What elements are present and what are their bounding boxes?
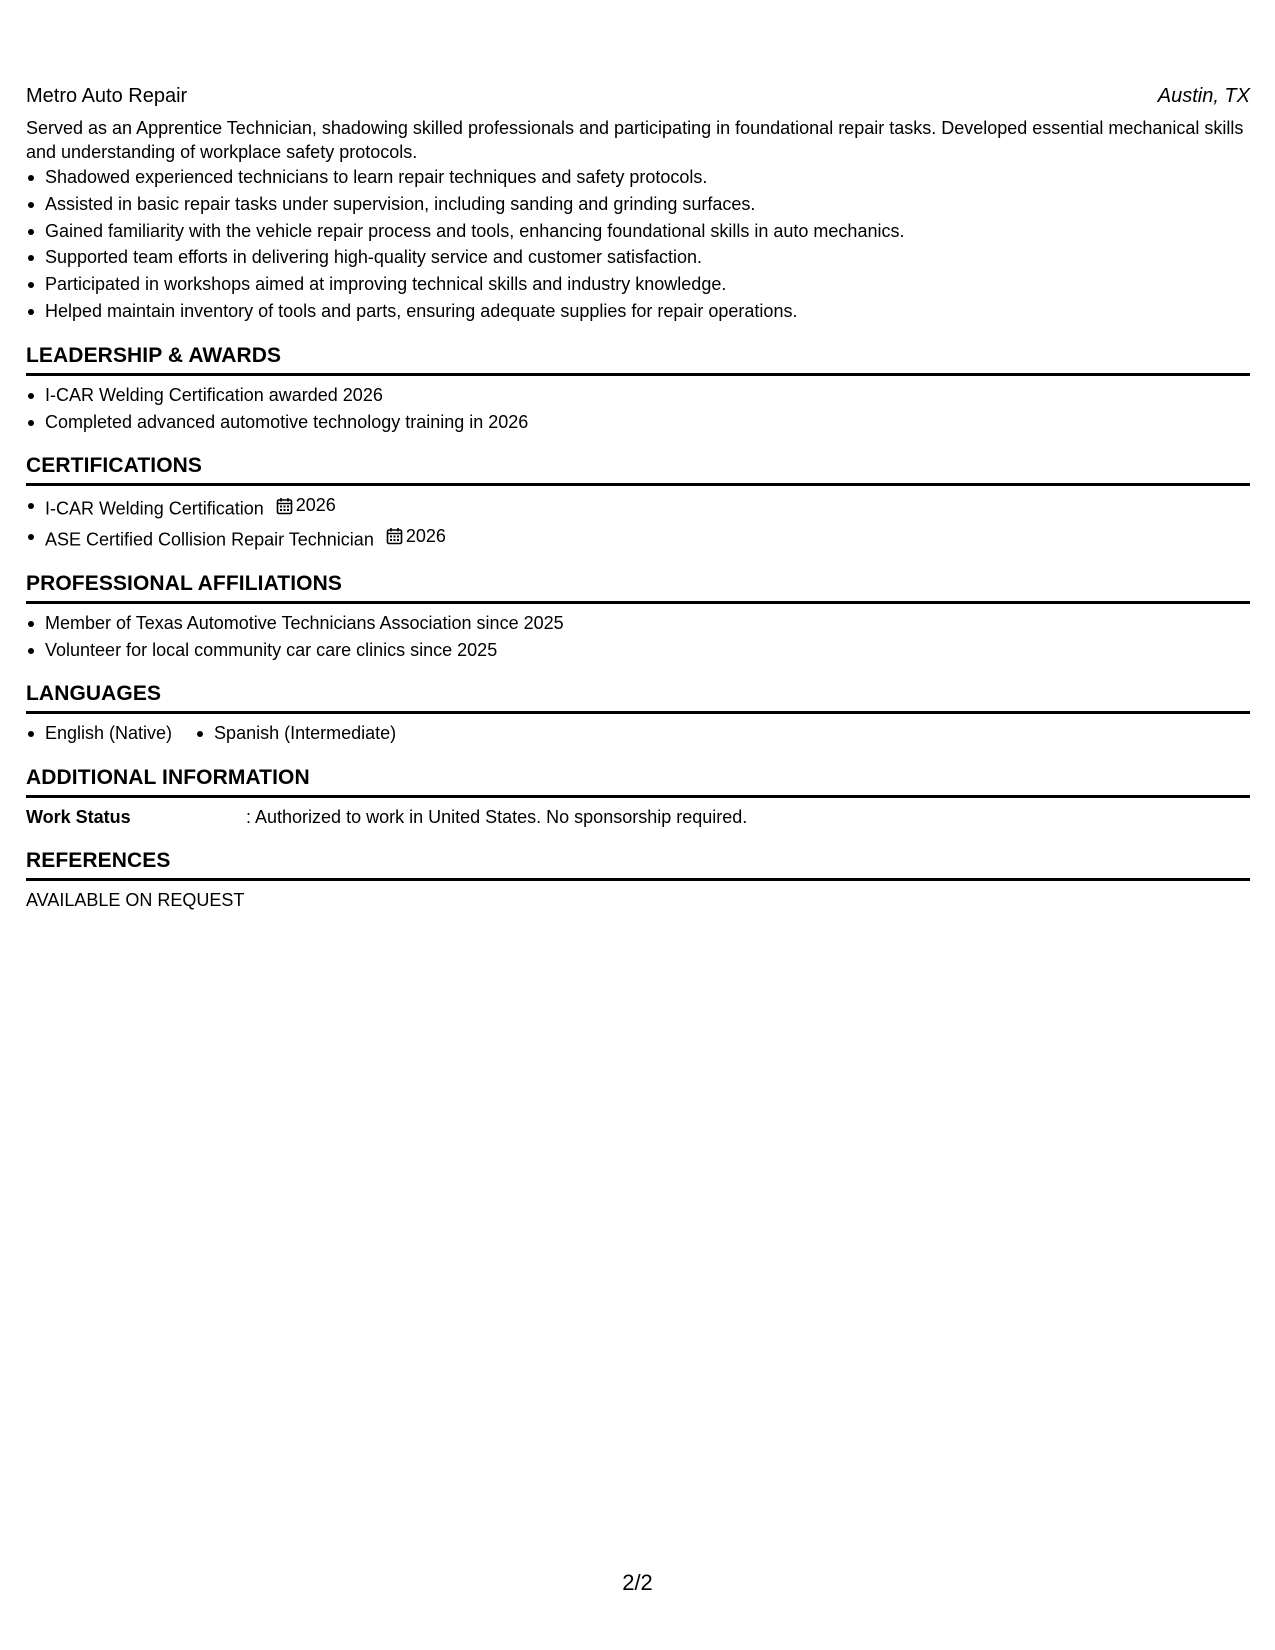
certification-date-group bbox=[386, 523, 446, 550]
certification-name: ASE Certified Collision Repair Technician bbox=[45, 528, 374, 549]
certification-item bbox=[45, 523, 1250, 553]
job-location: Austin, TX bbox=[1157, 85, 1250, 107]
page-number: 2/2 bbox=[622, 1570, 653, 1595]
job-summary: Served as an Apprentice Technician, shadowing skilled professionals and participating in foundational repair tasks. Developed essential mechanical skills and understanding of workplace safety protocols. bbox=[26, 118, 1244, 162]
calendar-icon bbox=[276, 497, 293, 515]
additional-section bbox=[26, 765, 1250, 830]
affiliations-section bbox=[26, 571, 1250, 664]
job-bullet: Helped maintain inventory of tools and parts, ensuring adequate supplies for repair operations. bbox=[45, 298, 1250, 325]
job-bullet: Participated in workshops aimed at improving technical skills and industry knowledge. bbox=[45, 271, 1250, 298]
job-header bbox=[26, 84, 1250, 108]
leadership-section bbox=[26, 343, 1250, 436]
certification-date: 2026 bbox=[295, 495, 336, 516]
affiliation-item: Volunteer for local community car care clinics since 2025 bbox=[45, 637, 1250, 664]
additional-title: ADDITIONAL INFORMATION bbox=[26, 765, 1250, 798]
certifications-section bbox=[26, 453, 1250, 552]
certification-date-group bbox=[276, 492, 336, 519]
job-employer: Metro Auto Repair bbox=[26, 85, 188, 107]
job-bullet: Supported team efforts in delivering high-quality service and customer satisfaction. bbox=[45, 244, 1250, 271]
languages-section bbox=[26, 681, 1250, 747]
job-bullet: Shadowed experienced technicians to learn repair techniques and safety protocols. bbox=[45, 164, 1250, 191]
leadership-item: Completed advanced automotive technology training in 2026 bbox=[45, 409, 1250, 436]
references-title: REFERENCES bbox=[26, 848, 1250, 881]
calendar-icon bbox=[386, 527, 403, 545]
language-item: Spanish (Intermediate) bbox=[214, 720, 396, 747]
languages-title: LANGUAGES bbox=[26, 681, 1250, 714]
leadership-list bbox=[26, 382, 1250, 436]
certification-date: 2026 bbox=[405, 525, 446, 546]
job-bullet: Assisted in basic repair tasks under supervision, including sanding and grinding surfaces. bbox=[45, 191, 1250, 218]
work-status-row bbox=[26, 804, 1250, 830]
certification-item bbox=[45, 492, 1250, 522]
work-status-value: : Authorized to work in United States. No sponsorship required. bbox=[246, 807, 748, 828]
references-text: AVAILABLE ON REQUEST bbox=[26, 890, 245, 911]
affiliations-title: PROFESSIONAL AFFILIATIONS bbox=[26, 571, 1250, 604]
work-status-label: Work Status bbox=[26, 807, 131, 828]
resume-page bbox=[26, 84, 1250, 913]
leadership-title: LEADERSHIP & AWARDS bbox=[26, 343, 1250, 376]
certifications-list bbox=[26, 492, 1250, 552]
leadership-item: I-CAR Welding Certification awarded 2026 bbox=[45, 382, 1250, 409]
job-bullets bbox=[26, 164, 1250, 325]
certifications-title: CERTIFICATIONS bbox=[26, 453, 1250, 486]
languages-list bbox=[26, 720, 1250, 747]
affiliations-list bbox=[26, 610, 1250, 664]
certification-name: I-CAR Welding Certification bbox=[45, 498, 264, 519]
language-item: English (Native) bbox=[45, 720, 172, 747]
references-section bbox=[26, 848, 1250, 913]
affiliation-item: Member of Texas Automotive Technicians Association since 2025 bbox=[45, 610, 1250, 637]
job-bullet: Gained familiarity with the vehicle repair process and tools, enhancing foundational skills in auto mechanics. bbox=[45, 218, 1250, 245]
